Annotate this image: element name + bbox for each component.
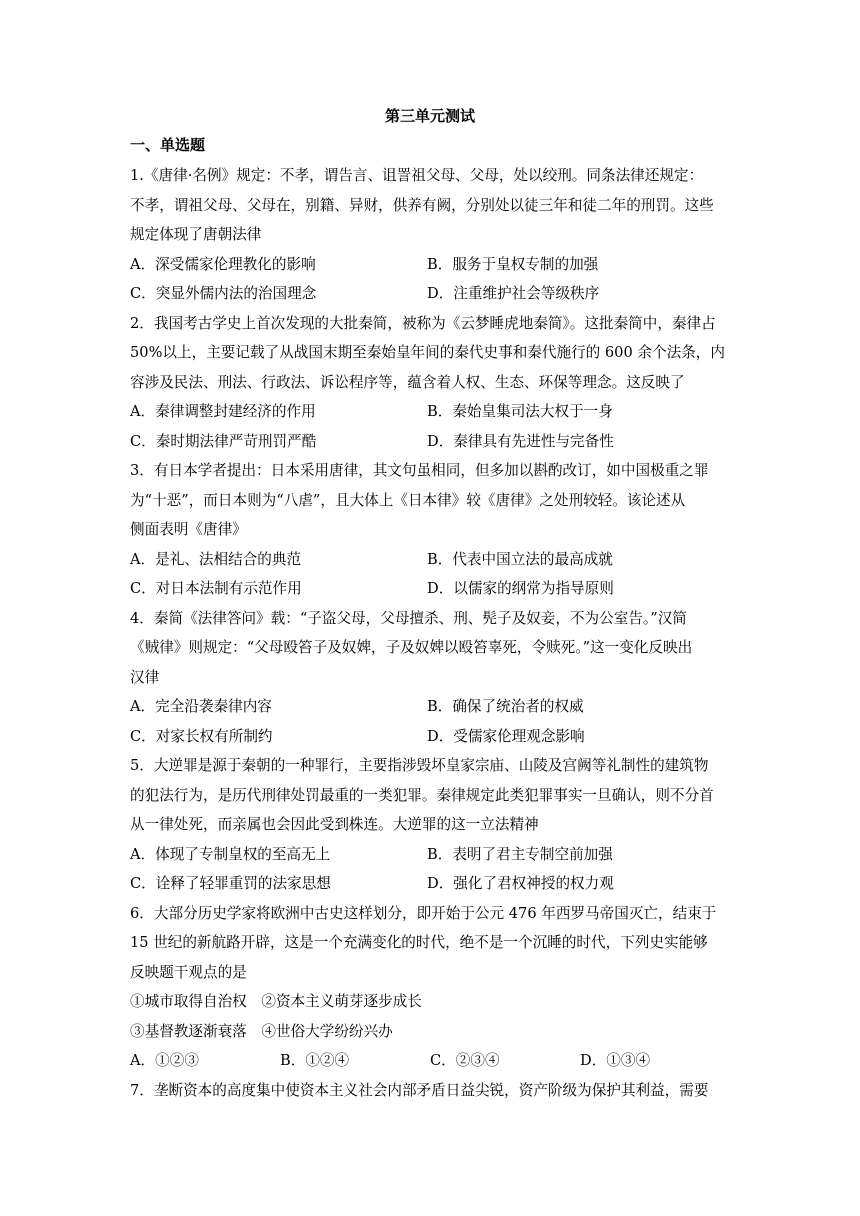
option-a[interactable]: A．秦律调整封建经济的作用 [130, 403, 316, 420]
options-row [130, 397, 734, 427]
option-b[interactable]: B．表明了君主专制空前加强 [427, 845, 613, 863]
question-stem-line: 的犯法行为，是历代刑律处罚最重的一类犯罪。秦律规定此类犯罪事实一旦确认，则不分首 [130, 786, 714, 804]
option-d[interactable]: D．强化了君权神授的权力观 [427, 875, 614, 892]
question-stem-line: 不孝，谓祖父母、父母在，别籍、异财，供养有阙，分别处以徒三年和徒二年的刑罚。这些 [130, 196, 714, 214]
question-1 [130, 161, 734, 309]
option-a[interactable]: A．深受儒家伦理教化的影响 [130, 255, 316, 273]
section-heading: 一、单选题 [130, 136, 206, 154]
option-c[interactable]: C．对日本法制有示范作用 [130, 580, 302, 597]
option-a[interactable]: A．是礼、法相结合的典范 [130, 550, 302, 568]
option-d[interactable]: D．受儒家伦理观念影响 [427, 727, 585, 745]
question-3 [130, 456, 734, 604]
option-a[interactable]: A．体现了专制皇权的至高无上 [130, 845, 331, 863]
question-6 [130, 899, 734, 1076]
option-b[interactable]: B．确保了统治者的权威 [427, 698, 584, 715]
options-row [130, 427, 734, 457]
question-stem-line: 5．大逆罪是源于秦朝的一种罪行，主要指涉毁坏皇家宗庙、山陵及宫阙等礼制性的建筑物 [130, 757, 709, 774]
option-a[interactable]: A．完全沿袭秦律内容 [130, 698, 272, 715]
option-c[interactable]: C．诠释了轻罪重罚的法家思想 [130, 875, 331, 892]
option-b[interactable]: B．代表中国立法的最高成就 [427, 550, 613, 568]
question-stem-line: 汉律 [130, 668, 160, 686]
question-stem-line: 反映题干观点的是 [130, 963, 247, 981]
question-stem-line: 《贼律》则规定：“父母殴笞子及奴婢，子及奴婢以殴笞辜死，令赎死。”这一变化反映出 [130, 639, 693, 656]
question-stem-line: 2．我国考古学史上首次发现的大批秦简，被称为《云梦睡虎地秦简》。这批秦简中，秦律占 [130, 314, 716, 332]
question-stem-line: 4．秦简《法律答问》载：“子盗父母，父母擅杀、刑、髡子及奴妾，不为公室告。”汉简 [130, 609, 687, 627]
question-2 [130, 309, 734, 457]
option-d[interactable]: D．注重维护社会等级秩序 [427, 285, 600, 302]
option-d[interactable]: D．以儒家的纲常为指导原则 [427, 580, 614, 597]
page-title: 第三单元测试 [384, 107, 475, 125]
question-stem-line: 15 世纪的新航路开辟，这是一个充满变化的时代，绝不是一个沉睡的时代，下列史实能够 [130, 934, 708, 951]
option-a[interactable]: A．①②③ [130, 1052, 199, 1069]
question-stem-line: 从一律处死，而亲属也会因此受到株连。大逆罪的这一立法精神 [130, 816, 539, 833]
question-4 [130, 604, 734, 752]
options-row [130, 250, 734, 280]
question-stem-line: 侧面表明《唐律》 [130, 521, 247, 538]
question-list [130, 161, 734, 1105]
question-5 [130, 751, 734, 899]
option-c[interactable]: C．对家长权有所制约 [130, 727, 273, 745]
question-stem-line: 3．有日本学者提出：日本采用唐律，其文句虽相同，但多加以斟酌改订，如中国极重之罪 [130, 462, 709, 479]
options-row [130, 1046, 734, 1076]
question-stem-line: 规定体现了唐朝法律 [130, 226, 262, 243]
question-statement-line: ①城市取得自治权 ②资本主义萌芽逐步成长 [130, 993, 422, 1010]
option-d[interactable]: D．秦律具有先进性与完备性 [427, 432, 614, 450]
question-stem-line: 50%以上，主要记载了从战国末期至秦始皇年间的秦代史事和秦代施行的 600 余个法条，内 [130, 344, 725, 361]
options-row [130, 574, 734, 604]
question-7 [130, 1076, 734, 1106]
option-b[interactable]: B．服务于皇权专制的加强 [427, 255, 599, 273]
options-row [130, 840, 734, 870]
option-c[interactable]: C．秦时期法律严苛刑罚严酷 [130, 432, 317, 450]
options-row [130, 869, 734, 899]
question-stem-line: 7．垄断资本的高度集中使资本主义社会内部矛盾日益尖锐，资产阶级为保护其利益，需要 [130, 1081, 709, 1099]
options-row [130, 279, 734, 309]
option-b[interactable]: B．①②④ [280, 1052, 350, 1069]
question-statement-line: ③基督教逐渐衰落 ④世俗大学纷纷兴办 [130, 1022, 393, 1040]
option-c[interactable]: C．突显外儒内法的治国理念 [130, 285, 317, 302]
question-stem-line: 1.《唐律·名例》规定：不孝，谓告言、诅詈祖父母、父母，处以绞刑。同条法律还规定： [130, 167, 704, 184]
options-row [130, 545, 734, 575]
option-d[interactable]: D．①③④ [580, 1052, 651, 1069]
question-stem-line: 为“十恶”，而日本则为“八虐”，且大体上《日本律》较《唐律》之处刑较轻。该论述从 [130, 491, 686, 509]
options-row [130, 692, 734, 722]
option-b[interactable]: B．秦始皇集司法大权于一身 [427, 403, 613, 420]
option-c[interactable]: C．②③④ [430, 1052, 500, 1069]
question-stem-line: 6．大部分历史学家将欧洲中古史这样划分，即开始于公元 476 年西罗马帝国灭亡，结束于 [130, 904, 717, 922]
question-stem-line: 容涉及民法、刑法、行政法、诉讼程序等，蕴含着人权、生态、环保等理念。这反映了 [130, 373, 685, 391]
options-row [130, 722, 734, 752]
